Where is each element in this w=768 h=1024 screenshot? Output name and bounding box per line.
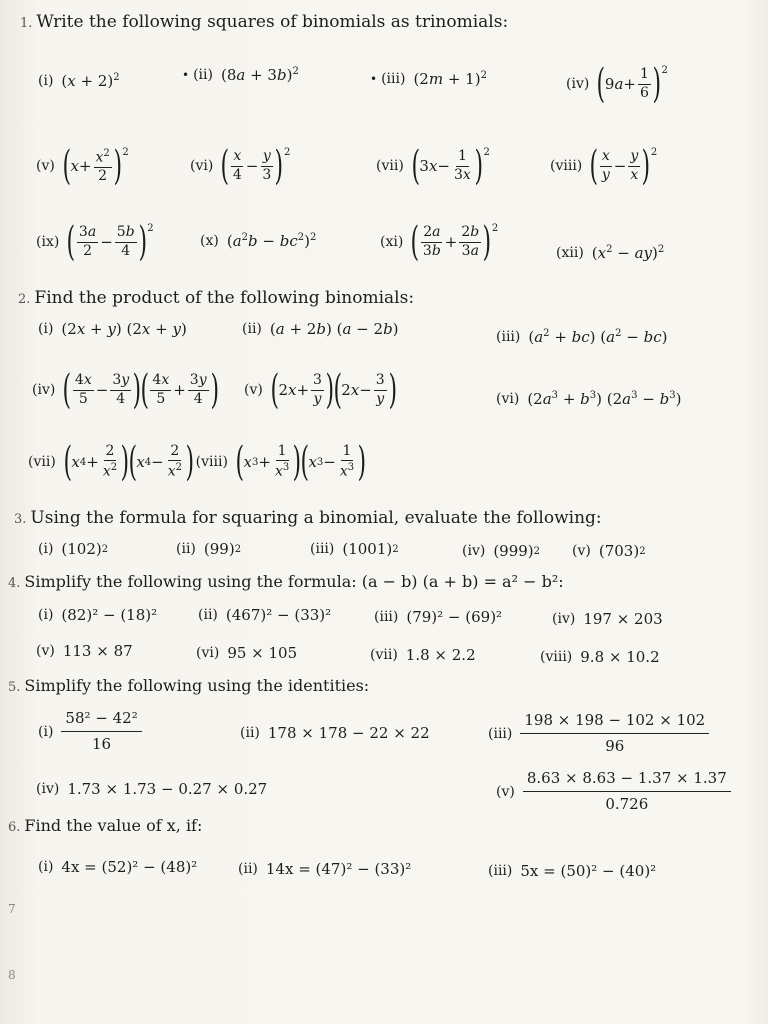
s5-item-v: (v) 8.63 × 8.63 − 1.37 × 1.37 0.726 bbox=[496, 768, 731, 815]
s2-item-v: (v) ( 2 x + $\frac{3}{y}$ ) ( 2 x − $\frac{3}{y}$ ) bbox=[244, 367, 397, 413]
s2-item-i: (i) (2x + y) (2x + y) bbox=[38, 320, 187, 338]
margin-mark-8: 8 bbox=[8, 968, 16, 982]
s1-item-i: (i) $(x + 2)^2$ bbox=[38, 72, 120, 90]
s1-item-x: (x) $(a^2b - bc^2)^2$ bbox=[200, 232, 317, 250]
s1-item-iii: • (iii) $(2m + 1)^2$ bbox=[370, 70, 487, 88]
s4-item-viii: (viii) 9.8 × 10.2 bbox=[540, 648, 660, 666]
s2-item-viii-label: (viii) bbox=[195, 454, 228, 470]
s5-item-iii: (iii) 198 × 198 − 102 × 102 96 bbox=[488, 710, 709, 757]
section-3-heading: 3. Using the formula for squaring a binomial, evaluate the following: bbox=[14, 508, 602, 528]
s2-item-vii: (vii) ( x 4 + $\frac{2}{x^2}$ ) ( x 4 − $\frac{2}{x^2}$ ) (viii) ( x 3 + $\frac{1}{x^3}$ ) ( x 3 − $\frac{1}{x^3}$ ) bbox=[28, 439, 367, 485]
s4-item-vii: (vii) 1.8 × 2.2 bbox=[370, 646, 476, 664]
s1-item-v: (v) ( x + $\frac{x^2}{2}$ ) $^2$ bbox=[36, 143, 129, 189]
s1-item-xii: (xii) $(x^2 - ay)^2$ bbox=[556, 244, 665, 262]
s4-item-iv: (iv) 197 × 203 bbox=[552, 610, 663, 628]
s4-item-v: (v) 113 × 87 bbox=[36, 642, 133, 660]
s3-item-iv: (iv) (999) 2 bbox=[462, 542, 541, 560]
s1-item-vii: (vii) ( 3 x − $\frac{1}{3x}$ ) $^2$ bbox=[376, 143, 490, 189]
s2-item-iii: (iii) $(a^2 + bc) (a^2 - bc)$ bbox=[496, 328, 668, 346]
section-4-heading: 4. Simplify the following using the formula: (a − b) (a + b) = a² − b²: bbox=[8, 572, 564, 591]
s4-item-ii: (ii) (467)² − (33)² bbox=[198, 606, 332, 624]
s6-item-ii: (ii) 14x = (47)² − (33)² bbox=[238, 860, 412, 878]
s3-item-i: (i) (102) 2 bbox=[38, 540, 109, 558]
s1-item-viii: (viii) ( $\frac{x}{y}$ − $\frac{y}{x}$ ) $^2$ bbox=[550, 143, 658, 189]
s1-item-vi: (vi) ( $\frac{x}{4}$ − $\frac{y}{3}$ ) $^2$ bbox=[190, 143, 291, 189]
s3-item-ii: (ii) (99) 2 bbox=[176, 540, 242, 558]
s1-item-ix: (ix) ( $\frac{3a}{2}$ − $\frac{5b}{4}$ ) $^2$ bbox=[36, 219, 154, 265]
s6-item-i: (i) 4x = (52)² − (48)² bbox=[38, 858, 198, 876]
s1-item-ii: • (ii) $(8a + 3b)^2$ bbox=[182, 66, 299, 84]
s2-item-ii: (ii) (a + 2b) (a − 2b) bbox=[242, 320, 399, 338]
margin-mark-7: 7 bbox=[8, 902, 16, 916]
section-6-heading: 6. Find the value of x, if: bbox=[8, 816, 203, 835]
s3-item-iii: (iii) (1001) 2 bbox=[310, 540, 399, 558]
s5-item-ii: (ii) 178 × 178 − 22 × 22 bbox=[240, 724, 430, 742]
s2-item-iv: (iv) ( $\frac{4x}{5}$ − $\frac{3y}{4}$ ) ( $\frac{4x}{5}$ + $\frac{3y}{4}$ ) bbox=[32, 367, 219, 413]
s1-item-xi: (xi) ( $\frac{2a}{3b}$ + $\frac{2b}{3a}$ ) $^2$ bbox=[380, 219, 499, 265]
s6-item-iii: (iii) 5x = (50)² − (40)² bbox=[488, 862, 657, 880]
s5-item-i: (i) 58² − 42² 16 bbox=[38, 708, 142, 755]
s1-item-iv: (iv) ( 9 a + $\frac{1}{6}$ ) $^2$ bbox=[566, 61, 668, 107]
s2-item-vi: (vi) $(2a^3 + b^3) (2a^3 - b^3)$ bbox=[496, 390, 682, 408]
section-5-heading: 5. Simplify the following using the identities: bbox=[8, 676, 370, 695]
s4-item-vi: (vi) 95 × 105 bbox=[196, 644, 298, 662]
s4-item-iii: (iii) (79)² − (69)² bbox=[374, 608, 503, 626]
s5-item-iv: (iv) 1.73 × 1.73 − 0.27 × 0.27 bbox=[36, 780, 268, 798]
section-1-heading: 1. Write the following squares of binomials as trinomials: bbox=[20, 12, 509, 32]
section-2-heading: 2. Find the product of the following binomials: bbox=[18, 288, 415, 308]
s3-item-v: (v) (703) 2 bbox=[572, 542, 646, 560]
s4-item-i: (i) (82)² − (18)² bbox=[38, 606, 158, 624]
